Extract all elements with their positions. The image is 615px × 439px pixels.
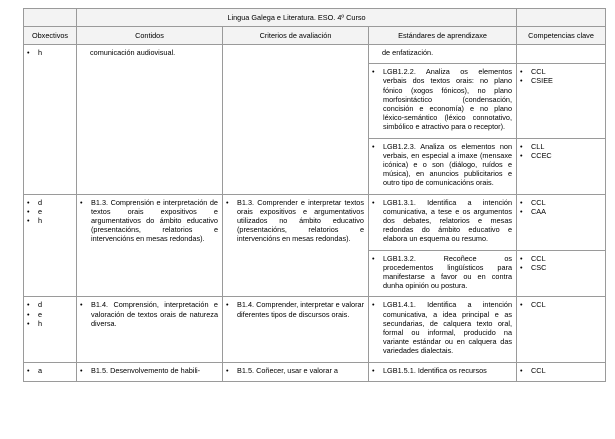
competences-list bbox=[519, 300, 601, 309]
contents-text: B1.4. Comprensión, interpretación e valoración de textos orais de natureza diversa. bbox=[91, 300, 218, 328]
list-item bbox=[26, 48, 72, 57]
criteria-text: B1.5. Coñecer, usar e valorar a bbox=[237, 365, 338, 375]
objectives-list-value: h bbox=[38, 48, 43, 57]
list-item bbox=[519, 67, 601, 76]
curriculum-table bbox=[23, 8, 606, 382]
competences-list bbox=[519, 366, 601, 375]
competences-list-value: CCL bbox=[531, 197, 546, 207]
bullet-glyph: • bbox=[27, 48, 30, 57]
criteria-cell bbox=[223, 297, 369, 362]
bullet-glyph: • bbox=[27, 309, 30, 319]
competences-cell bbox=[517, 45, 606, 64]
objectives-list-value: e bbox=[38, 309, 43, 319]
competences-list-value: CCEC bbox=[531, 150, 552, 160]
list-item bbox=[519, 207, 601, 216]
bullet-glyph: • bbox=[27, 300, 30, 310]
table-row bbox=[24, 362, 606, 381]
criteria-cell bbox=[223, 362, 369, 381]
competences-list-value: CSC bbox=[531, 262, 547, 272]
list-item bbox=[26, 216, 72, 225]
competences-list-value: CCL bbox=[531, 300, 546, 310]
standard-text: LGB1.3.1. Identifica a intención comunicativa, a tese e os argumentos dos debates, relatorios e mesas redondas do ámbito educativo e elabora un esquema ou resumo. bbox=[383, 197, 513, 244]
contents bbox=[79, 300, 218, 328]
bullet-glyph: • bbox=[80, 365, 83, 375]
objectives-cell bbox=[24, 194, 77, 297]
standard-text: LGB1.2.3. Analiza os elementos non verbais, en especial a imaxe (mensaxe icónica) e o son (diálogo, ruídos e música), en anuncios publicitarios e outro tipo de comunicacións orais. bbox=[383, 141, 513, 188]
criteria bbox=[225, 366, 364, 375]
competences-list-value: CCL bbox=[531, 365, 546, 375]
competences-list-value: CCL bbox=[531, 67, 546, 77]
bullet-glyph: • bbox=[27, 197, 30, 207]
competences-cell bbox=[517, 362, 606, 381]
list-item bbox=[519, 300, 601, 309]
criteria-cell bbox=[223, 45, 369, 195]
header-objectives: Obxectivos bbox=[24, 27, 77, 45]
bullet-glyph: • bbox=[372, 67, 375, 77]
list-item bbox=[26, 300, 72, 309]
list-item bbox=[26, 319, 72, 328]
contents-cell bbox=[77, 362, 223, 381]
competences-list bbox=[519, 142, 601, 160]
objectives-cell bbox=[24, 45, 77, 195]
empty-corner-cell bbox=[517, 9, 606, 27]
bullet-glyph: • bbox=[520, 262, 523, 272]
competences-cell bbox=[517, 297, 606, 362]
list-item bbox=[26, 366, 72, 375]
competences-list bbox=[519, 198, 601, 216]
standard-text: de enfatización. bbox=[382, 48, 434, 57]
objectives-list bbox=[26, 198, 72, 226]
list-item bbox=[519, 198, 601, 207]
table-body bbox=[24, 45, 606, 382]
header-criteria: Criterios de avaliación bbox=[223, 27, 369, 45]
bullet-glyph: • bbox=[226, 197, 229, 207]
criteria-text: B1.3. Comprender e interpretar textos orais expositivos e argumentativos utilizados no ámbito educativo (presentacións, relatorios e intervencións en mesas redondas). bbox=[237, 197, 364, 244]
bullet-glyph: • bbox=[520, 253, 523, 263]
objectives-list-value: h bbox=[38, 318, 43, 328]
contents-cell bbox=[77, 297, 223, 362]
bullet-glyph: • bbox=[372, 253, 375, 263]
table-row bbox=[24, 45, 606, 64]
bullet-glyph: • bbox=[520, 206, 523, 216]
bullet-glyph: • bbox=[226, 365, 229, 375]
standard bbox=[371, 300, 512, 355]
bullet-glyph: • bbox=[27, 365, 30, 375]
standard-cell bbox=[369, 64, 517, 138]
objectives-list-value: d bbox=[38, 300, 43, 310]
standard bbox=[371, 254, 512, 291]
standard-text: LGB1.3.2. Recoñece os procedementos lingüísticos para manifestarse a favor ou en contra dunha opinión ou postura. bbox=[383, 253, 513, 291]
header-standards: Estándares de aprendizaxe bbox=[369, 27, 517, 45]
bullet-glyph: • bbox=[372, 300, 375, 310]
list-item bbox=[519, 142, 601, 151]
list-item bbox=[26, 198, 72, 207]
empty-corner-cell bbox=[24, 9, 77, 27]
contents-text: B1.3. Comprensión e interpretación de textos orais expositivos e argumentativos do ámbito educativo (presentacións, relatorios e intervencións en mesas redondas). bbox=[91, 197, 218, 244]
contents bbox=[79, 198, 218, 244]
bullet-glyph: • bbox=[520, 76, 523, 86]
bullet-glyph: • bbox=[520, 300, 523, 310]
bullet-glyph: • bbox=[520, 365, 523, 375]
criteria-cell bbox=[223, 194, 369, 297]
contents-text: B1.5. Desenvolvemento de habili- bbox=[91, 365, 201, 375]
objectives-list-value: d bbox=[38, 197, 43, 207]
standard bbox=[371, 142, 512, 188]
bullet-glyph: • bbox=[80, 300, 83, 310]
header-competences: Competencias clave bbox=[517, 27, 606, 45]
list-item bbox=[519, 76, 601, 85]
competences-cell bbox=[517, 64, 606, 138]
standard bbox=[371, 198, 512, 244]
standard-cell bbox=[369, 362, 517, 381]
bullet-glyph: • bbox=[372, 141, 375, 151]
standard-cell bbox=[369, 194, 517, 250]
standard-cell bbox=[369, 297, 517, 362]
list-item bbox=[519, 366, 601, 375]
list-item bbox=[519, 151, 601, 160]
bullet-glyph: • bbox=[226, 300, 229, 310]
competences-list-value: CCL bbox=[531, 253, 546, 263]
objectives-cell bbox=[24, 362, 77, 381]
objectives-list-value: h bbox=[38, 216, 43, 226]
competences-list bbox=[519, 67, 601, 85]
standard bbox=[371, 366, 512, 375]
contents-text: comunicación audiovisual. bbox=[90, 48, 176, 57]
bullet-glyph: • bbox=[27, 216, 30, 226]
standard-cell bbox=[369, 250, 517, 297]
objectives-list bbox=[26, 300, 72, 328]
bullet-glyph: • bbox=[372, 197, 375, 207]
bullet-glyph: • bbox=[520, 67, 523, 77]
table-title: Lingua Galega e Literatura. ESO. 4º Curso bbox=[77, 9, 517, 27]
objectives-cell bbox=[24, 297, 77, 362]
standard-text: LGB1.4.1. Identifica a intención comunicativa, a idea principal e as secundarias, de calquera texto oral, formal ou informal, producido na variante estándar ou en calquera das variedades dialectais. bbox=[383, 300, 513, 356]
standard-text: LGB1.5.1. Identifica os recursos bbox=[383, 365, 487, 375]
standard-cell bbox=[369, 138, 517, 194]
objectives-list bbox=[26, 48, 72, 57]
criteria bbox=[225, 198, 364, 244]
competences-cell bbox=[517, 194, 606, 250]
list-item bbox=[26, 207, 72, 216]
bullet-glyph: • bbox=[80, 197, 83, 207]
contents-cell bbox=[77, 45, 223, 195]
table-row bbox=[24, 297, 606, 362]
bullet-glyph: • bbox=[372, 365, 375, 375]
objectives-list bbox=[26, 366, 72, 375]
bullet-glyph: • bbox=[520, 150, 523, 160]
bullet-glyph: • bbox=[27, 206, 30, 216]
table-row bbox=[24, 194, 606, 250]
standard bbox=[371, 67, 512, 131]
competences-list-value: CLL bbox=[531, 141, 545, 151]
list-item bbox=[519, 254, 601, 263]
competences-cell bbox=[517, 250, 606, 297]
contents bbox=[79, 366, 218, 375]
bullet-glyph: • bbox=[27, 318, 30, 328]
criteria-text: B1.4. Comprender, interpretar e valorar diferentes tipos de discursos orais. bbox=[237, 300, 364, 319]
list-item bbox=[519, 263, 601, 272]
standard-text: LGB1.2.2. Analiza os elementos verbais dos textos orais: no plano fónico (xogos fónicos), no plano morfosintáctico (condensación, concisión e economía) e no plano léxico-semántico (léxico connotativo, simbólico e atractivo para o receptor). bbox=[383, 67, 513, 132]
criteria bbox=[225, 300, 364, 318]
objectives-list-value: e bbox=[38, 206, 43, 216]
competences-list-value: CSIEE bbox=[531, 76, 553, 86]
competences-cell bbox=[517, 138, 606, 194]
contents-cell bbox=[77, 194, 223, 297]
bullet-glyph: • bbox=[520, 141, 523, 151]
bullet-glyph: • bbox=[520, 197, 523, 207]
list-item bbox=[26, 310, 72, 319]
header-contents: Contidos bbox=[77, 27, 223, 45]
competences-list bbox=[519, 254, 601, 272]
competences-list-value: CAA bbox=[531, 206, 547, 216]
standard-cell bbox=[369, 45, 517, 64]
objectives-list-value: a bbox=[38, 365, 43, 375]
